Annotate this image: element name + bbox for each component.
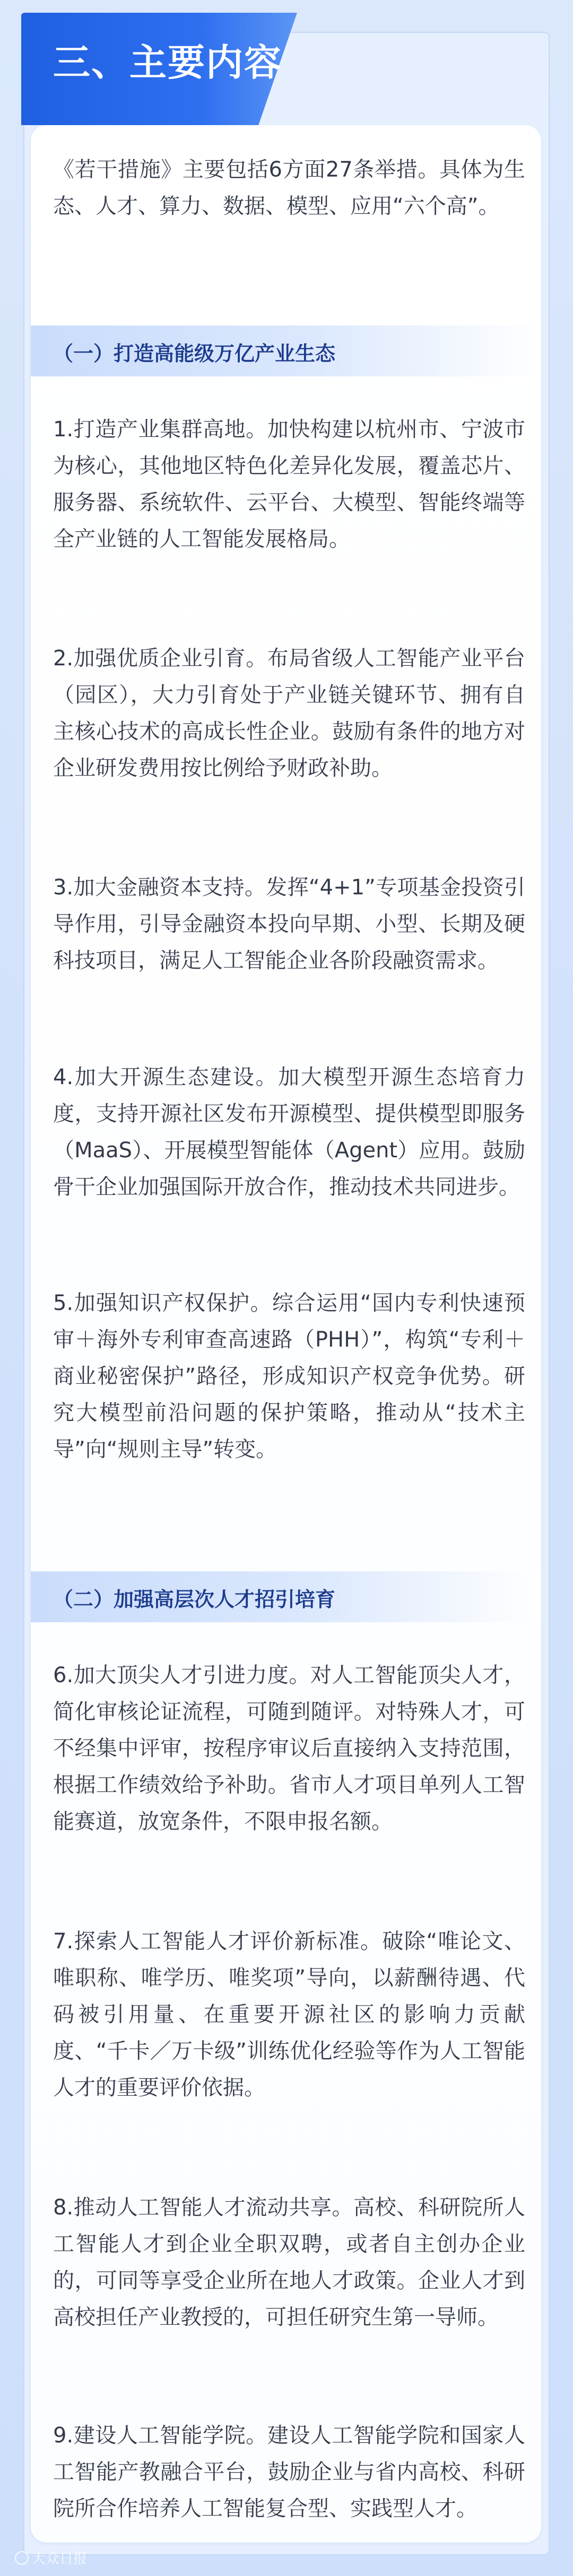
section-heading-band xyxy=(31,1571,541,1622)
list-item: 8.推动人工智能人才流动共享。高校、科研院所人工智能人才到企业全职双聘，或者自主创办企业的，可同等享受企业所在地人才政策。企业人才到高校担任产业教授的，可担任研究生第一导师。 xyxy=(53,2195,525,2329)
intro-paragraph: 《若干措施》主要包括6方面27条举措。具体为生态、人才、算力、数据、模型、应用“六个高”。 xyxy=(53,157,525,218)
watermark-logo-icon xyxy=(15,2551,29,2565)
list-item: 5.加强知识产权保护。综合运用“国内专利快速预审＋海外专利审查高速路（PHH）”，构筑“专利＋商业秘密保护”路径，形成知识产权竞争优势。研究大模型前沿问题的保护策略，推动从“技术主导”向“规则主导”转变。 xyxy=(53,1291,525,1462)
list-item: 2.加强优质企业引育。布局省级人工智能产业平台（园区），大力引育处于产业链关键环节、拥有自主核心技术的高成长性企业。鼓励有条件的地方对企业研发费用按比例给予财政补助。 xyxy=(53,646,525,780)
page-title: 三、主要内容 xyxy=(53,41,282,84)
section-heading-band xyxy=(31,326,541,376)
list-item: 9.建设人工智能学院。建设人工智能学院和国家人工智能产教融合平台，鼓励企业与省内高校、科研院所合作培养人工智能复合型、实践型人才。 xyxy=(53,2423,525,2521)
list-item: 7.探索人工智能人才评价新标准。破除“唯论文、唯职称、唯学历、唯奖项”导向，以薪酬待遇、代码被引用量、在重要开源社区的影响力贡献度、“千卡／万卡级”训练优化经验等作为人工智能人才的重要评价依据。 xyxy=(53,1929,525,2100)
section-heading: （一）打造高能级万亿产业生态 xyxy=(53,342,336,365)
section-heading: （二）加强高层次人才招引培育 xyxy=(53,1588,336,1611)
watermark xyxy=(15,2548,87,2568)
list-item: 6.加大顶尖人才引进力度。对人工智能顶尖人才，简化审核论证流程，可随到随评。对特殊人才，可不经集中评审，按程序审议后直接纳入支持范围，根据工作绩效给予补助。省市人才项目单列人工智能赛道，放宽条件，不限申报名额。 xyxy=(53,1663,525,1834)
list-item: 4.加大开源生态建设。加大模型开源生态培育力度，支持开源社区发布开源模型、提供模型即服务（MaaS）、开展模型智能体（Agent）应用。鼓励骨干企业加强国际开放合作，推动技术共同进步。 xyxy=(53,1065,525,1199)
list-item: 1.打造产业集群高地。加快构建以杭州市、宁波市为核心，其他地区特色化差异化发展，覆盖芯片、服务器、系统软件、云平台、大模型、智能终端等全产业链的人工智能发展格局。 xyxy=(53,417,525,551)
list-item: 3.加大金融资本支持。发挥“4+1”专项基金投资引导作用，引导金融资本投向早期、小型、长期及硬科技项目，满足人工智能企业各阶段融资需求。 xyxy=(53,875,525,973)
watermark-text: 大众日报 xyxy=(32,2551,88,2567)
